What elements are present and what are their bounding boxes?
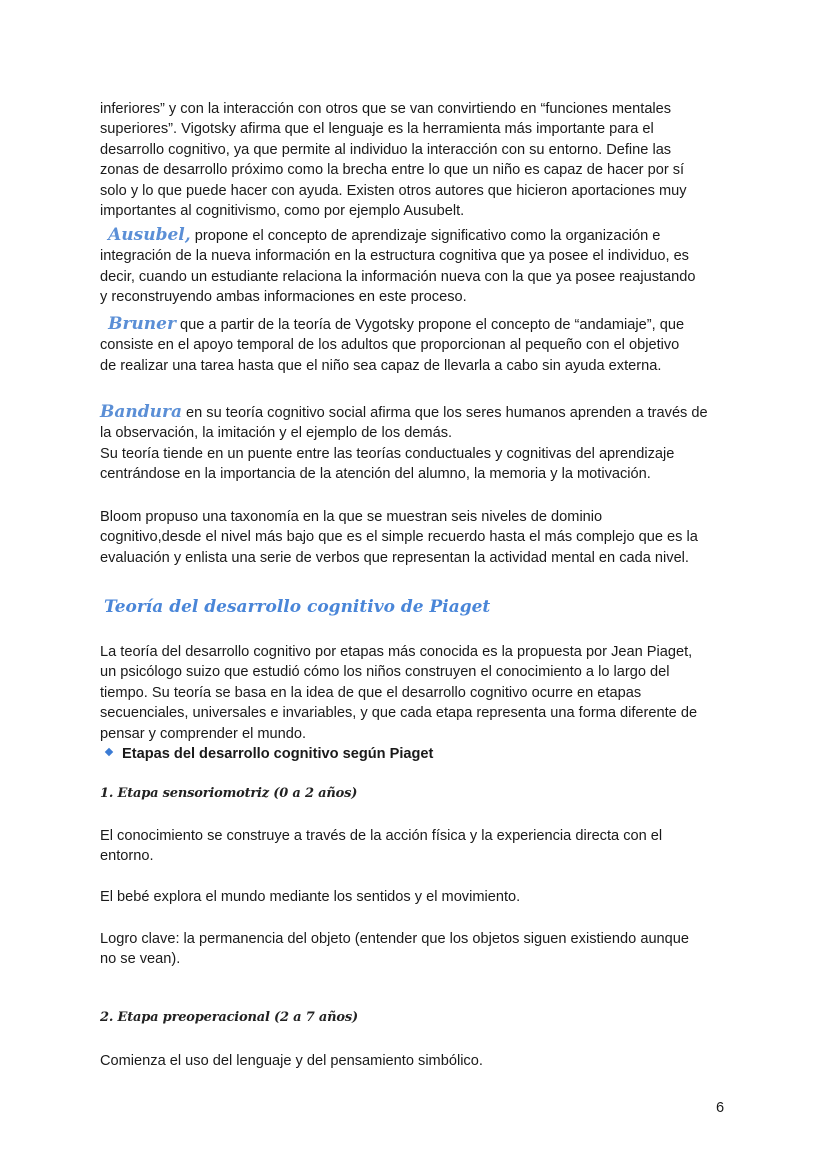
- page-number: 6: [716, 1100, 725, 1116]
- bandura-paragraph: [100, 402, 732, 485]
- text-line: y reconstruyendo ambas informaciones en este proceso.: [100, 289, 467, 306]
- text-line: integración de la nueva información en la estructura cognitiva que ya posee el individuo, es: [100, 248, 689, 265]
- text-span: propone el concepto de aprendizaje significativo como la organización e: [190, 228, 661, 244]
- text-line: tiempo. Su teoría se basa en la idea de que el desarrollo cognitivo ocurre en etapas: [100, 684, 642, 701]
- stage1-paragraph-3: [100, 929, 732, 970]
- bandura-name: Bandura: [100, 402, 182, 422]
- text-line: evaluación y enlista una serie de verbos que representan la actividad mental en cada nivel.: [100, 549, 689, 566]
- text-line: consiste en el apoyo temporal de los adultos que proporcionan al pequeño con el objetivo: [100, 337, 680, 354]
- text-line: superiores”. Vigotsky afirma que el lenguaje es la herramienta más importante para el: [100, 121, 654, 138]
- text-line: entorno.: [100, 848, 154, 865]
- bloom-paragraph: [100, 507, 732, 568]
- diamond-bullet-icon: [105, 748, 113, 756]
- text-line: pensar y comprender el mundo.: [100, 725, 307, 742]
- text-line: [100, 402, 732, 423]
- text-line: cognitivo,desde el nivel más bajo que es el simple recuerdo hasta el más complejo que es la: [100, 529, 698, 546]
- ausubel-paragraph: [100, 225, 732, 308]
- text-line: desarrollo cognitivo, ya que permite al individuo la interacción con su entorno. Define las: [100, 141, 672, 158]
- bruner-paragraph: [100, 314, 732, 376]
- bullet-item: [106, 744, 433, 764]
- text-line: no se vean).: [100, 951, 181, 968]
- piaget-paragraph: [100, 642, 732, 744]
- text-line: solo y lo que puede hacer con ayuda. Existen otros autores que hicieron aportaciones muy: [100, 182, 687, 199]
- text-line: centrándose en la importancia de la atención del alumno, la memoria y la motivación.: [100, 466, 651, 483]
- text-line: de realizar una tarea hasta que el niño sea capaz de llevarla a cabo sin ayuda externa.: [100, 357, 662, 374]
- stage1-heading: 1. Etapa sensoriomotriz (0 a 2 años): [100, 786, 358, 801]
- text-line: La teoría del desarrollo cognitivo por etapas más conocida es la propuesta por Jean Piaget,: [100, 644, 693, 660]
- stage2-heading: 2. Etapa preoperacional (2 a 7 años): [100, 1010, 358, 1025]
- text-line: Comienza el uso del lenguaje y del pensamiento simbólico.: [100, 1053, 483, 1069]
- text-line: El conocimiento se construye a través de la acción física y la experiencia directa con el: [100, 828, 663, 844]
- text-line: decir, cuando un estudiante relaciona la información nueva con la que ya posee reajustando: [100, 268, 696, 285]
- text-line: [100, 314, 732, 335]
- text-line: zonas de desarrollo próximo como la brecha entre lo que un niño es capaz de hacer por sí: [100, 162, 685, 179]
- text-line: Su teoría tiende en un puente entre las teorías conductuales y cognitivas del aprendizaje: [100, 445, 675, 462]
- text-span: en su teoría cognitivo social afirma que los seres humanos aprenden a través de: [181, 405, 708, 421]
- text-line: Bloom propuso una taxonomía en la que se muestran seis niveles de dominio: [100, 509, 603, 525]
- text-line: [100, 225, 732, 246]
- stage1-paragraph-1: [100, 826, 732, 867]
- piaget-heading: Teoría del desarrollo cognitivo de Piaget: [104, 597, 491, 617]
- stage1-paragraph-2: [100, 887, 732, 907]
- text-line: la observación, la imitación y el ejemplo de los demás.: [100, 425, 453, 442]
- intro-paragraph: [100, 99, 732, 221]
- text-line: importantes al cognitivismo, como por ejemplo Ausubelt.: [100, 203, 465, 220]
- bruner-name: Bruner: [108, 314, 176, 334]
- text-line: Logro clave: la permanencia del objeto (entender que los objetos siguen existiendo aunque: [100, 931, 690, 947]
- ausubel-name: Ausubel,: [108, 225, 191, 245]
- text-line: un psicólogo suizo que estudió cómo los niños construyen el conocimiento a lo largo del: [100, 664, 670, 681]
- bullet-text: Etapas del desarrollo cognitivo según Piaget: [122, 746, 434, 762]
- text-line: secuenciales, universales e invariables, y que cada etapa representa una forma diferente de: [100, 705, 698, 722]
- text-line: El bebé explora el mundo mediante los sentidos y el movimiento.: [100, 889, 521, 905]
- text-span: que a partir de la teoría de Vygotsky propone el concepto de “andamiaje”, que: [175, 317, 685, 333]
- text-line: inferiores” y con la interacción con otros que se van convirtiendo en “funciones mentales: [100, 101, 672, 117]
- stage2-paragraph-1: [100, 1051, 732, 1071]
